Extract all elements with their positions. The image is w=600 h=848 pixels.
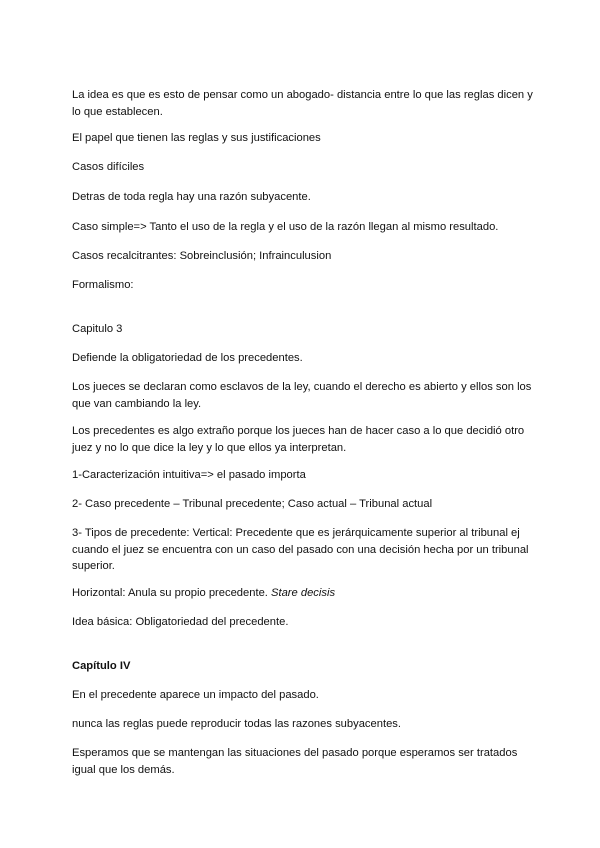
paragraph-caso-simple: Caso simple=> Tanto el uso de la regla y el uso de la razón llegan al mismo resultado.: [72, 221, 499, 233]
paragraph-horizontal: [72, 585, 542, 602]
heading-capitulo-iv: Capítulo IV: [72, 660, 131, 672]
horizontal-text: Horizontal: Anula su propio precedente.: [72, 587, 272, 599]
paragraph-impacto-pasado: En el precedente aparece un impacto del pasado.: [72, 689, 319, 701]
paragraph-tipos-precedente: 3- Tipos de precedente: Vertical: Precedente que es jerárquicamente superior al tribunal ej cuando el juez se encuentra con un caso del pasado con una decisión hecha por un tribunal superior.: [72, 527, 529, 572]
heading-capitulo-3: Capitulo 3: [72, 323, 123, 335]
paragraph-razon-subyacente: Detras de toda regla hay una razón subyacente.: [72, 191, 311, 203]
paragraph-caracterizacion: 1-Caracterización intuitiva=> el pasado importa: [72, 469, 306, 481]
paragraph-formalismo: Formalismo:: [72, 279, 134, 291]
paragraph-obligatoriedad: Defiende la obligatoriedad de los precedentes.: [72, 352, 303, 364]
paragraph-caso-precedente: 2- Caso precedente – Tribunal precedente; Caso actual – Tribunal actual: [72, 498, 433, 510]
paragraph-razones-subyacentes: nunca las reglas puede reproducir todas las razones subyacentes.: [72, 718, 401, 730]
paragraph-precedentes-extrano: Los precedentes es algo extraño porque los jueces han de hacer caso a lo que decidió otro juez y no lo que dice la ley y lo que ellos ya interpretan.: [72, 425, 525, 454]
paragraph-papel-reglas: El papel que tienen las reglas y sus justificaciones: [72, 132, 321, 144]
paragraph-idea-basica: Idea básica: Obligatoriedad del precedente.: [72, 616, 289, 628]
paragraph-casos-dificiles: Casos difíciles: [72, 161, 145, 173]
paragraph-situaciones-pasado: Esperamos que se mantengan las situaciones del pasado porque esperamos ser tratados igual que los demás.: [72, 747, 518, 776]
paragraph-jueces-esclavos: Los jueces se declaran como esclavos de la ley, cuando el derecho es abierto y ellos son los que van cambiando la ley.: [72, 381, 532, 410]
paragraph-casos-recalcitrantes: Casos recalcitrantes: Sobreinclusión; Infrainculusion: [72, 250, 332, 262]
paragraph-idea: La idea es que es esto de pensar como un abogado- distancia entre lo que las reglas dicen y lo que establecen.: [72, 89, 533, 118]
stare-decisis-text: Stare decisis: [271, 587, 336, 599]
